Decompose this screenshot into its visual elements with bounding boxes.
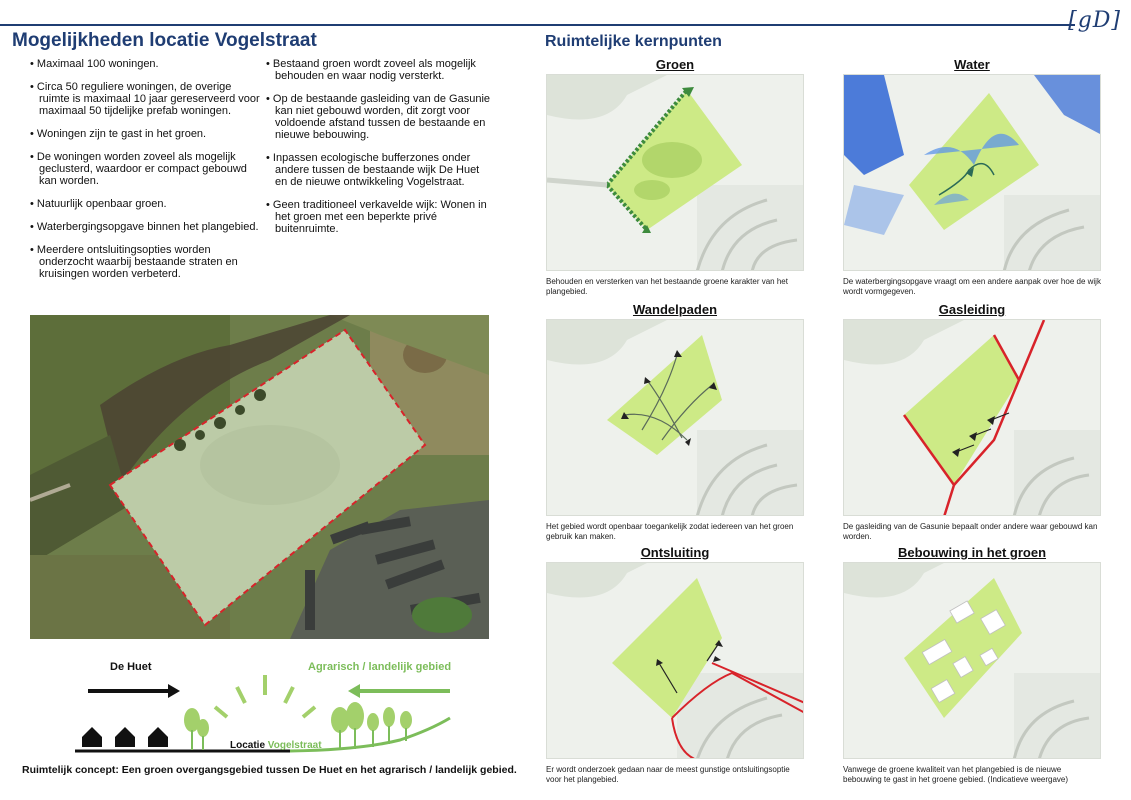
- concept-diagram: [30, 650, 489, 760]
- panel-title: Wandelpaden: [632, 302, 718, 317]
- panel-map: [843, 74, 1101, 271]
- panel-gasleiding: [843, 302, 1101, 542]
- panel-groen: [546, 57, 804, 297]
- panel-water: [843, 57, 1101, 297]
- concept-caption: Ruimtelijk concept: Een groen overgangsgebied tussen De Huet en het agrarisch / landelijk gebied.: [22, 764, 517, 776]
- header-rule: [0, 24, 1075, 26]
- bullet-list-left: [30, 58, 260, 291]
- concept-left-label: De Huet: [110, 661, 152, 673]
- list-item: • Geen traditioneel verkavelde wijk: Wonen in het groen met een beperkte privé buitenruimte.: [266, 199, 491, 235]
- list-item: • Meerdere ontsluitingsopties worden onderzocht waarbij bestaande straten en kruisingen worden verbeterd.: [30, 244, 260, 280]
- concept-right-label: Agrarisch / landelijk gebied: [308, 661, 452, 673]
- panel-bebouwing: [843, 545, 1101, 785]
- panel-caption: Er wordt onderzoek gedaan naar de meest gunstige ontsluitingsoptie voor het plangebied.: [546, 765, 790, 784]
- list-item: • Waterbergingsopgave binnen het plangebied.: [30, 221, 260, 233]
- panel-title: Groen: [655, 57, 695, 72]
- location-label: Locatie Vogelstraat: [230, 740, 322, 751]
- panel-caption: Het gebied wordt openbaar toegankelijk zodat iedereen van het groen gebruik kan maken.: [546, 522, 794, 541]
- panel-map: [843, 319, 1101, 516]
- arrow-left-icon: [348, 684, 360, 698]
- panel-wandelpaden: [546, 302, 804, 542]
- logo: [gD]: [1068, 8, 1121, 33]
- page-title: Mogelijkheden locatie Vogelstraat: [12, 30, 317, 51]
- list-item: • Inpassen ecologische bufferzones onder andere tussen de bestaande wijk De Huet en de nieuwe ontwikkeling Vogelstraat.: [266, 152, 491, 188]
- arrow-right-icon: [168, 684, 180, 698]
- panel-caption: De gasleiding van de Gasunie bepaalt onder andere waar gebouwd kan worden.: [843, 522, 1098, 541]
- bullet-list-right: [266, 58, 491, 246]
- list-item: • Maximaal 100 woningen.: [30, 58, 260, 70]
- panel-ontsluiting: [546, 545, 804, 785]
- panel-caption: De waterbergingsopgave vraagt om een andere aanpak over hoe de wijk wordt vormgegeven.: [843, 277, 1101, 296]
- house-icons: [82, 727, 168, 747]
- list-item: • Op de bestaande gasleiding van de Gasunie kan niet gebouwd worden, dit zorgt voor voldoende afstand tussen de bestaande en nieuwe bebouwing.: [266, 93, 491, 141]
- panel-title: Bebouwing in het groen: [897, 545, 1047, 560]
- list-item: • De woningen worden zoveel als mogelijk geclusterd, waardoor er compact gebouwd kan worden.: [30, 151, 260, 187]
- list-item: • Bestaand groen wordt zoveel als mogelijk behouden en waar nodig versterkt.: [266, 58, 491, 82]
- list-item: • Natuurlijk openbaar groen.: [30, 198, 260, 210]
- panel-map: [546, 319, 804, 516]
- panel-title: Ontsluiting: [640, 545, 710, 560]
- sun-rays-icon: [215, 675, 315, 717]
- list-item: • Circa 50 reguliere woningen, de overige ruimte is maximaal 10 jaar gereserveerd voor maximaal 50 tijdelijke prefab woningen.: [30, 81, 260, 117]
- panel-map: [546, 562, 804, 759]
- panel-title: Gasleiding: [938, 302, 1006, 317]
- aerial-photo: [30, 315, 489, 639]
- panel-title: Water: [954, 57, 990, 72]
- panel-caption: Vanwege de groene kwaliteit van het plangebied is de nieuwe bebouwing te gast in het groene gebied. (Indicatieve weergave): [843, 765, 1069, 784]
- section-title: Ruimtelijke kernpunten: [545, 33, 722, 50]
- panel-map: [546, 74, 804, 271]
- list-item: • Woningen zijn te gast in het groen.: [30, 128, 260, 140]
- panel-map: [843, 562, 1101, 759]
- panel-caption: Behouden en versterken van het bestaande groene karakter van het plangebied.: [546, 277, 788, 296]
